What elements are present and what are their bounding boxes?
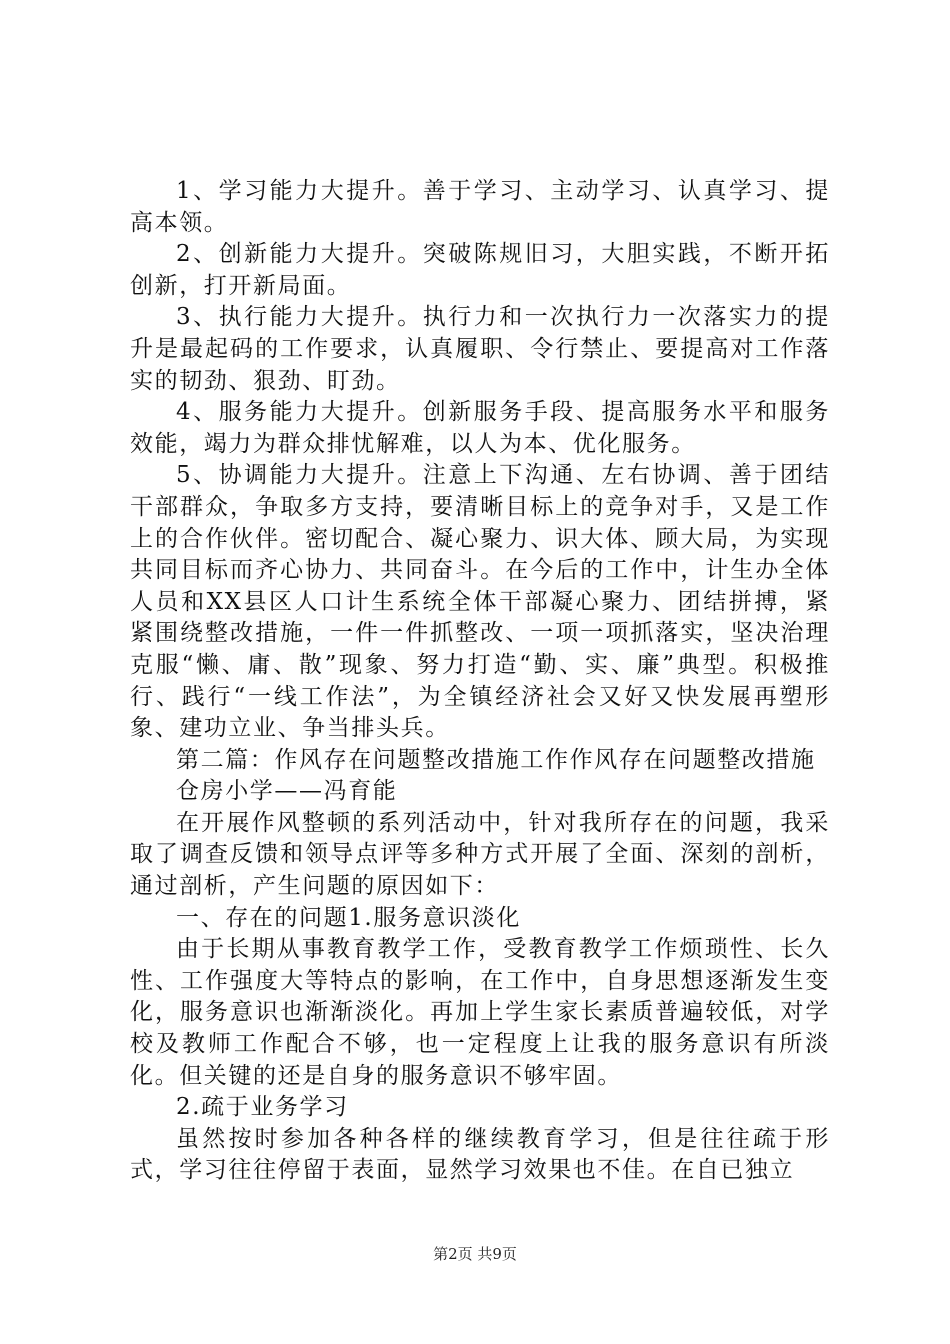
section-heading: 第二篇：作风存在问题整改措施工作作风存在问题整改措施	[176, 746, 816, 773]
paragraph-5: 5、协调能力大提升。注意上下沟通、左右协调、善于团结干部群众，争取多方支持，要清晰目标上的竞争对手，又是工作上的合作伙伴。密切配合、凝心聚力、识大体、顾大局，为实现共同目标而齐心协力、共同奋斗。在今后的工作中，计生办全体人员和XX县区人口计生系统全体干部凝心聚力、团结拼搏，紧紧围绕整改措施，一件一件抓整改、一项一项抓落实，坚决治理克服“懒、庸、散”现象、努力打造“勤、实、廉”典型。积极推行、践行“一线工作法”，为全镇经济社会又好又快发展再塑形象、建功立业、争当排头兵。	[130, 462, 830, 742]
paragraph-3: 3、执行能力大提升。执行力和一次执行力一次落实力的提升是最起码的工作要求，认真履职、令行禁止、要提高对工作落实的韧劲、狠劲、盯劲。	[130, 304, 830, 394]
paragraph-11: 2.疏于业务学习	[176, 1094, 349, 1121]
paragraph-1: 1、学习能力大提升。善于学习、主动学习、认真学习、提高本领。	[130, 178, 830, 236]
paragraph-10: 由于长期从事教育教学工作，受教育教学工作烦琐性、长久性、工作强度大等特点的影响，在工作中，自身思想逐渐发生变化，服务意识也渐渐淡化。再加上学生家长素质普遍较低，对学校及教师工作配合不够，也一定程度上让我的服务意识有所淡化。但关键的还是自身的服务意识不够牢固。	[130, 936, 830, 1089]
paragraph-8: 在开展作风整顿的系列活动中，针对我所存在的问题，我采取了调查反馈和领导点评等多种方式开展了全面、深刻的剖析，通过剖析，产生问题的原因如下：	[130, 809, 830, 900]
paragraph-9: 一、存在的问题1.服务意识淡化	[176, 904, 521, 931]
page-number-footer: 第2页 共9页	[433, 1245, 517, 1263]
paragraph-4: 4、服务能力大提升。创新服务手段、提高服务水平和服务效能，竭力为群众排忧解难，以人为本、优化服务。	[130, 399, 830, 457]
document-body	[130, 176, 830, 1187]
paragraph-12: 虽然按时参加各种各样的继续教育学习，但是往往疏于形式，学习往往停留于表面，显然学习效果也不佳。在自已独立	[130, 1125, 830, 1184]
paragraph-2: 2、创新能力大提升。突破陈规旧习，大胆实践，不断开拓创新，打开新局面。	[130, 241, 830, 299]
author-line: 仓房小学——冯育能	[176, 778, 398, 805]
